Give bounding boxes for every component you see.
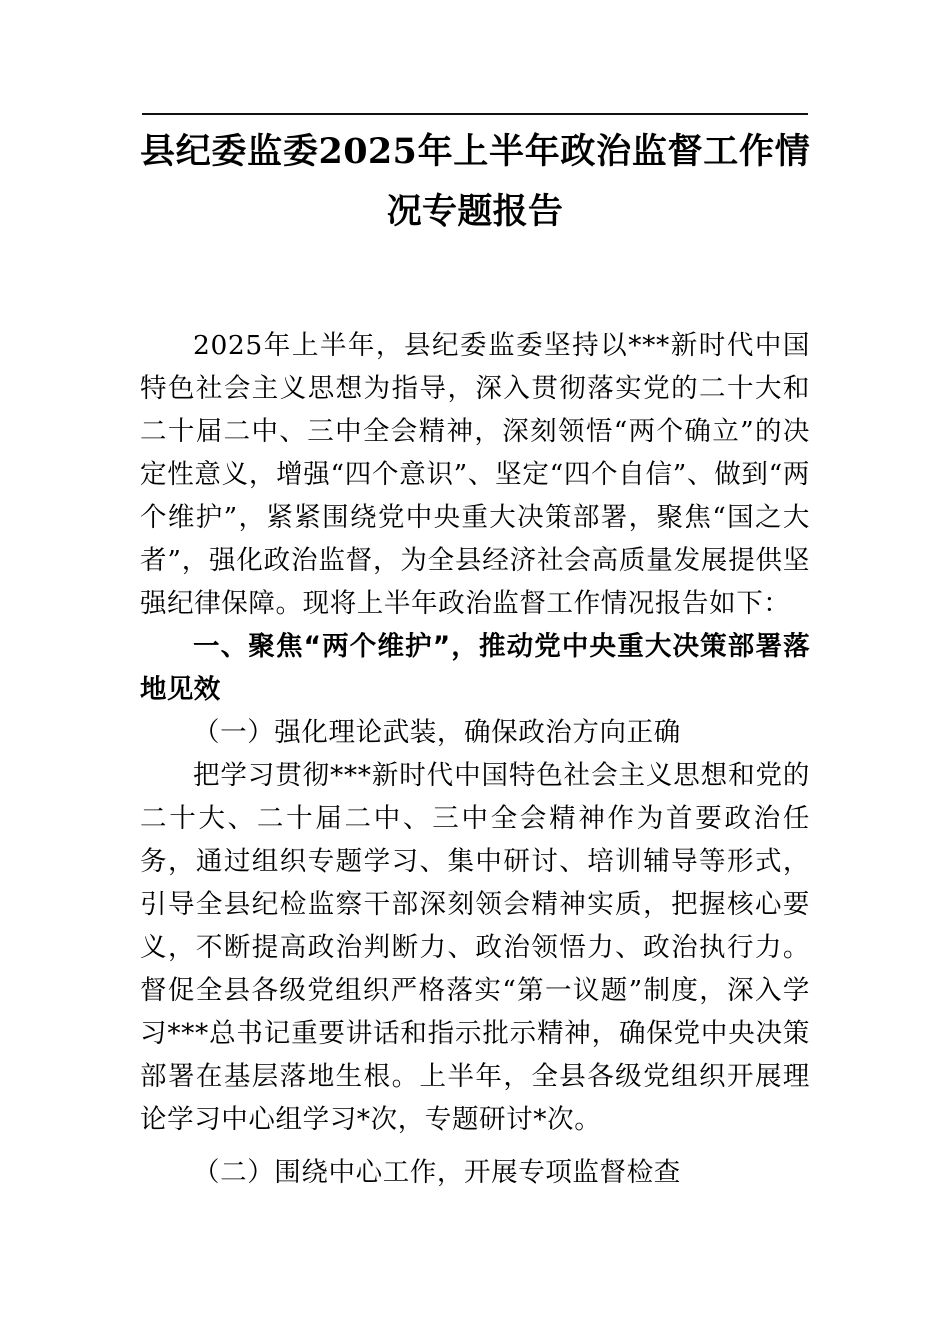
document-content bbox=[140, 122, 810, 1194]
title-body-spacer bbox=[140, 242, 810, 324]
subsection-heading-1: （一）强化理论武装，确保政治方向正确 bbox=[193, 717, 681, 748]
page-title-line-2: 况专题报告 bbox=[386, 191, 564, 232]
page-title bbox=[140, 122, 810, 242]
paragraph-section-1-body: 把学习贯彻***新时代中国特色社会主义思想和党的二十大、二十届二中、三中全会精神作为首要政治任务，通过组织专题学习、集中研讨、培训辅导等形式，引导全县纪检监察干部深刻领会精神实质，把握核心要义，不断提高政治判断力、政治领悟力、政治执行力。督促全县各级党组织严格落实“第一议题”制度，深入学习***总书记重要讲话和指示批示精神，确保党中央决策部署在基层落地生根。上半年，全县各级党组织开展理论学习中心组学习*次，专题研讨*次。 bbox=[140, 760, 810, 1135]
subsection-heading-2: （二）围绕中心工作，开展专项监督检查 bbox=[193, 1157, 681, 1188]
page-title-line-1: 县纪委监委2025年上半年政治监督工作情 bbox=[140, 131, 810, 172]
paragraph-spacer bbox=[140, 1141, 810, 1151]
paragraph-intro: 2025年上半年，县纪委监委坚持以***新时代中国特色社会主义思想为指导，深入贯彻落实党的二十大和二十届二中、三中全会精神，深刻领悟“两个确立”的决定性意义，增强“四个意识”、坚定“四个自信”、做到“两个维护”，紧紧围绕党中央重大决策部署，聚焦“国之大者”，强化政治监督，为全县经济社会高质量发展提供坚强纪律保障。现将上半年政治监督工作情况报告如下： bbox=[140, 330, 810, 619]
header-horizontal-rule bbox=[142, 113, 808, 115]
section-heading-1: 一、聚焦“两个维护”，推动党中央重大决策部署落地见效 bbox=[140, 631, 810, 705]
